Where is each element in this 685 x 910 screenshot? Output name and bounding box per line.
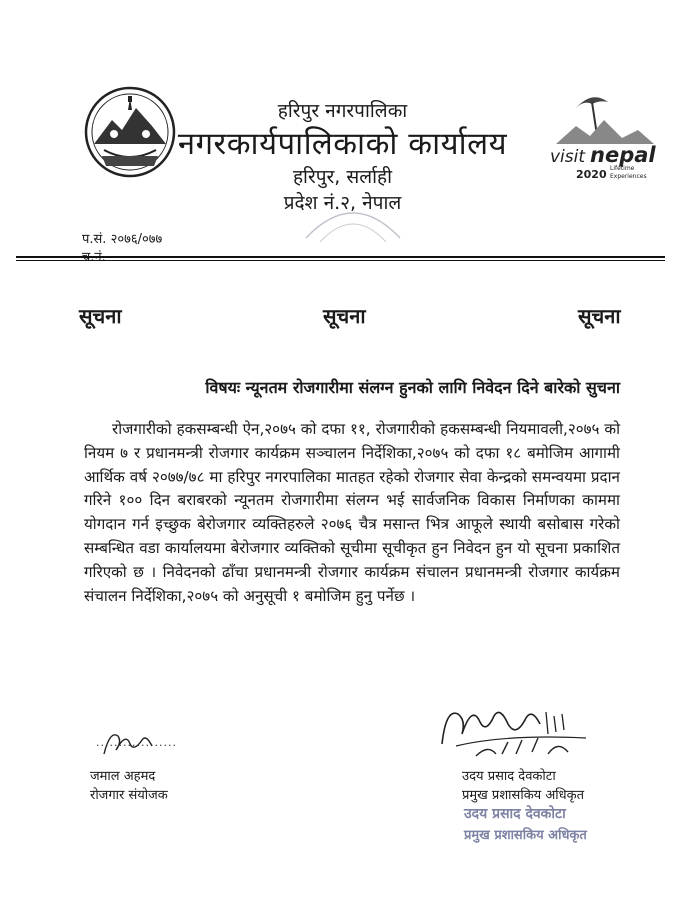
svg-text:2020: 2020 <box>576 168 607 181</box>
municipality-name: हरिपुर नगरपालिका <box>277 100 408 122</box>
officer-stamp-name: उदय प्रसाद देवकोटा <box>464 806 566 822</box>
notice-subject: विषयः न्यूनतम रोजगारीमा संलग्न हुनको लागि निवेदन दिने बारेको सुचना <box>205 378 620 397</box>
svg-text:Experiences: Experiences <box>610 173 647 180</box>
notice-label-right: सूचना <box>578 304 621 328</box>
office-location: हरिपुर, सर्लाही <box>292 166 393 188</box>
signature-line: .................. <box>96 736 177 749</box>
notice-label-center: सूचना <box>323 304 366 328</box>
svg-text:Lifetime: Lifetime <box>610 165 635 172</box>
coordinator-title: रोजगार संयोजक <box>90 788 168 803</box>
header-divider-thin <box>16 260 665 261</box>
officer-stamp-title: प्रमुख प्रशासकिय अधिकृत <box>464 828 587 843</box>
reference-number: प.सं. २०७६/०७७ <box>82 232 163 247</box>
chief-officer-signature <box>436 694 606 764</box>
office-seal-stamp <box>298 198 408 258</box>
office-title: नगरकार्यपालिकाको कार्यालय <box>177 126 508 162</box>
svg-text:nepal: nepal <box>590 143 656 167</box>
chief-officer-title: प्रमुख प्रशासकिय अधिकृत <box>462 788 585 803</box>
coordinator-name: जमाल अहमद <box>90 769 156 784</box>
svg-text:visit: visit <box>550 147 586 167</box>
notice-body: रोजगारीको हकसम्बन्धी ऐन,२०७५ को दफा ११, रोजगारीको हकसम्बन्धी नियमावली,२०७५ को नियम ७ र प्रधानमन्त्री रोजगार कार्यक्रम सञ्चालन निर्देशिका,२०७५ को दफा १८ बमोजिम आगामी आर्थिक वर्ष २०७७/७८ मा हरिपुर नगरपालिका मातहत रहेको रोजगार सेवा केन्द्रको समन्वयमा प्रदान गरिने १०० दिन बराबरको न्यूनतम रोजगारीमा संलग्न भई सार्वजनिक विकास निर्माणका काममा योगदान गर्न इच्छुक बेरोजगार व्यक्तिहरुले २०७६ चैत्र मसान्त भित्र आफूले स्थायी बसोबास गरेको सम्बन्धित वडा कार्यालयमा बेरोजगार व्यक्तिको सूचीमा सूचीकृत हुन निवेदन हुन यो सूचना प्रकाशित गरिएको छ । निवेदनको ढाँचा प्रधानमन्त्री रोजगार कार्यक्रम संचालन प्रधानमन्त्री रोजगार कार्यक्रम संचालन निर्देशिका,२०७५ को अनुसूची १ बमोजिम हुनु पर्नेछ । <box>84 420 620 605</box>
header-divider <box>16 256 665 258</box>
province-line: प्रदेश नं.२, नेपाल <box>283 192 402 214</box>
notice-label-left: सूचना <box>79 304 122 328</box>
chief-officer-name: उदय प्रसाद देवकोटा <box>462 769 556 784</box>
